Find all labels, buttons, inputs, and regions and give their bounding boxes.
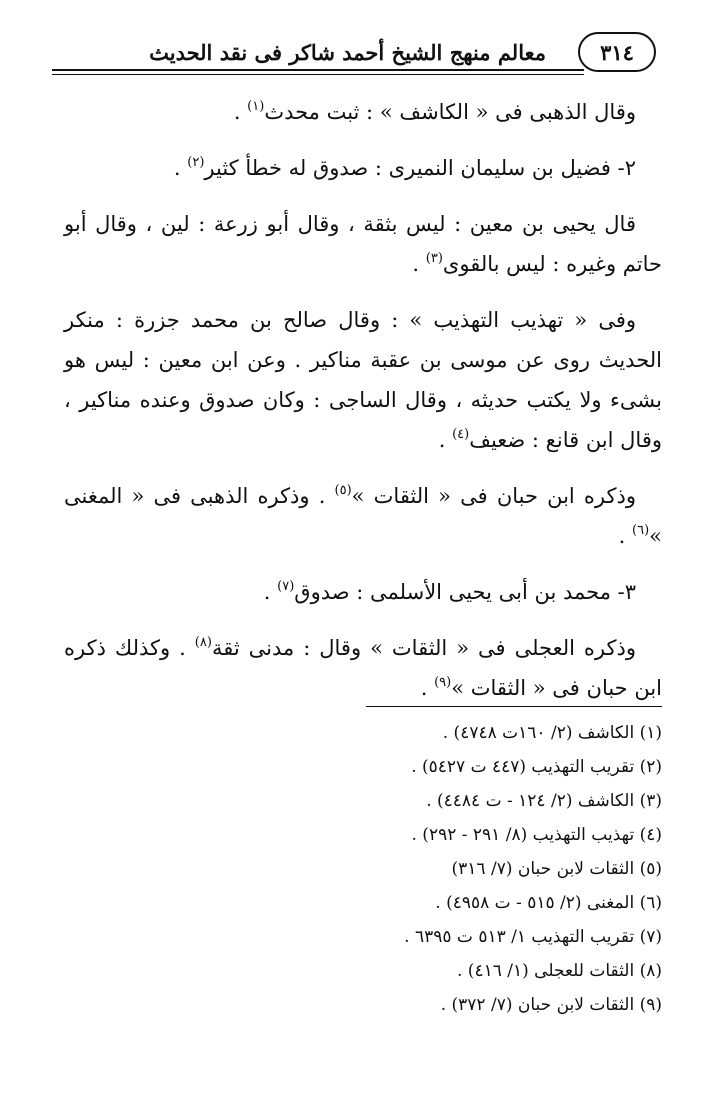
footnote-1: (١) الكاشف (٢/ ١٦٠ت ٤٧٤٨) .: [442, 723, 662, 743]
page-number: ٣١٤: [578, 32, 656, 72]
footnote-separator: [366, 706, 662, 707]
paragraph-6: ٣- محمد بن أبى يحيى الأسلمى : صدوق$^{(٧)}$ .: [263, 579, 636, 604]
footnote-3: (٣) الكاشف (٢/ ١٢٤ - ت ٤٤٨٤) .: [426, 791, 662, 811]
header-rule: [52, 69, 584, 71]
footnote-ref[interactable]: (٨): [194, 635, 212, 650]
footnote-ref[interactable]: (٧): [277, 579, 295, 594]
footnote-4: (٤) تهذيب التهذيب (٨/ ٢٩١ - ٢٩٢) .: [411, 825, 662, 845]
footnote-ref[interactable]: (٤): [452, 427, 470, 442]
footnote-ref[interactable]: (١): [247, 99, 265, 114]
page-header: [52, 28, 664, 80]
footnote-ref[interactable]: (٦): [632, 523, 650, 538]
main-text: [64, 92, 662, 724]
footnote-2: (٢) تقريب التهذيب (٤٤٧ ت ٥٤٢٧) .: [411, 757, 662, 777]
footnote-6: (٦) المغنى (٢/ ٥١٥ - ت ٤٩٥٨) .: [435, 893, 662, 913]
footnote-ref[interactable]: (٥): [334, 483, 352, 498]
footnote-5: (٥) الثقات لابن حبان (٧/ ٣١٦): [451, 859, 662, 879]
footnote-ref[interactable]: (٢): [187, 155, 205, 170]
paragraph-3: قال يحيى بن معين : ليس بثقة ، وقال أبو زرعة : لين ، وقال أبو حاتم وغيره : ليس بالقوى$^{(٣)}$ .: [64, 212, 662, 276]
footnote-8: (٨) الثقات للعجلى (١/ ٤١٦) .: [457, 961, 662, 981]
paragraph-7: وذكره العجلى فى « الثقات » وقال : مدنى ثقة$^{(٨)}$ . وكذلك ذكره ابن حبان فى « الثقات »$^{(٩)}$ .: [64, 635, 662, 700]
footnote-ref[interactable]: (٩): [434, 675, 452, 690]
paragraph-4: وفى « تهذيب التهذيب » : وقال صالح بن محمد جزرة : منكر الحديث روى عن موسى بن عقبة مناكير . وعن ابن معين : ليس هو بشىء ولا يكتب حديثه ، وقال الساجى : وكان صدوق وعنده مناكير ، وقال ابن قانع : ضعيف$^{(٤)}$ .: [64, 308, 662, 452]
footnote-ref[interactable]: (٣): [425, 251, 443, 266]
paragraph-2: ٢- فضيل بن سليمان النميرى : صدوق له خطأ كثير$^{(٢)}$ .: [173, 155, 636, 180]
footnotes: [64, 716, 662, 1022]
running-title: معالم منهج الشيخ أحمد شاكر فى نقد الحديث: [149, 40, 546, 65]
paragraph-5: وذكره ابن حبان فى « الثقات »$^{(٥)}$ . وذكره الذهبى فى « المغنى »$^{(٦)}$ .: [64, 483, 662, 548]
footnote-7: (٧) تقريب التهذيب ١/ ٥١٣ ت ٦٣٩٥ .: [404, 927, 662, 947]
paragraph-1: وقال الذهبى فى « الكاشف » : ثبت محدث$^{(١)}$ .: [233, 99, 636, 124]
footnote-9: (٩) الثقات لابن حبان (٧/ ٣٧٢) .: [440, 995, 662, 1015]
header-rule-thin: [52, 74, 584, 75]
